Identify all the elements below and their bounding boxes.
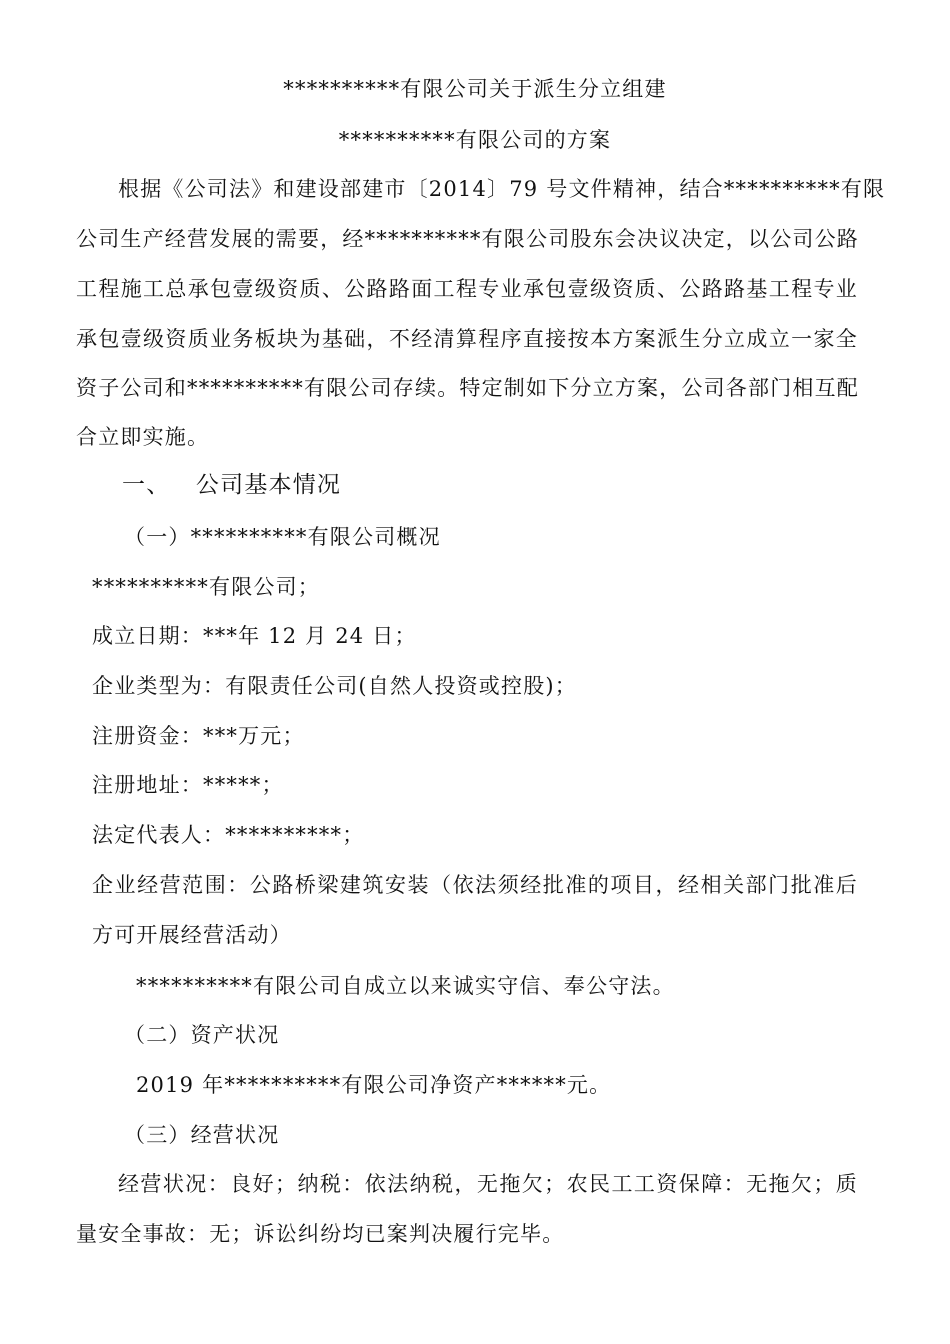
intro-paragraph-line-6: 合立即实施。 bbox=[76, 425, 210, 449]
company-type: 企业类型为：有限责任公司(自然人投资或控股)； bbox=[92, 674, 577, 698]
established-date: 成立日期：***年 12 月 24 日； bbox=[92, 624, 417, 648]
operations-line-2: 量安全事故：无；诉讼纠纷均已案判决履行完毕。 bbox=[76, 1222, 565, 1246]
net-assets-statement: 2019 年**********有限公司净资产******元。 bbox=[136, 1073, 612, 1097]
business-scope-line-1: 企业经营范围：公路桥梁建筑安装（依法须经批准的项目，经相关部门批准后 bbox=[92, 873, 858, 897]
legal-representative: 法定代表人：**********； bbox=[92, 823, 365, 847]
section-heading-basic-info: 一、 公司基本情况 bbox=[122, 472, 342, 498]
intro-paragraph-line-1: 根据《公司法》和建设部建市〔2014〕79 号文件精神，结合**********有限 bbox=[118, 177, 886, 201]
intro-paragraph-line-3: 工程施工总承包壹级资质、公路路面工程专业承包壹级资质、公路路基工程专业 bbox=[76, 277, 858, 301]
intro-paragraph-line-4: 承包壹级资质业务板块为基础，不经清算程序直接按本方案派生分立成立一家全 bbox=[76, 327, 858, 351]
company-name: **********有限公司； bbox=[92, 575, 320, 599]
document-title-line-1: **********有限公司关于派生分立组建 bbox=[283, 77, 667, 101]
registered-capital: 注册资金：***万元； bbox=[92, 724, 305, 748]
intro-paragraph-line-2: 公司生产经营发展的需要，经**********有限公司股东会决议决定，以公司公路 bbox=[76, 227, 859, 251]
subsection-heading-company-overview: （一）**********有限公司概况 bbox=[124, 525, 441, 549]
business-scope-line-2: 方可开展经营活动） bbox=[92, 923, 292, 947]
subsection-heading-assets: （二）资产状况 bbox=[124, 1023, 280, 1047]
intro-paragraph-line-5: 资子公司和**********有限公司存续。特定制如下分立方案，公司各部门相互配 bbox=[76, 376, 859, 400]
subsection-heading-operations: （三）经营状况 bbox=[124, 1123, 280, 1147]
document-title-line-2: **********有限公司的方案 bbox=[338, 128, 612, 152]
integrity-statement: **********有限公司自成立以来诚实守信、奉公守法。 bbox=[136, 974, 675, 998]
operations-line-1: 经营状况：良好；纳税：依法纳税，无拖欠；农民工工资保障：无拖欠；质 bbox=[118, 1172, 858, 1196]
registered-address: 注册地址：*****； bbox=[92, 773, 284, 797]
